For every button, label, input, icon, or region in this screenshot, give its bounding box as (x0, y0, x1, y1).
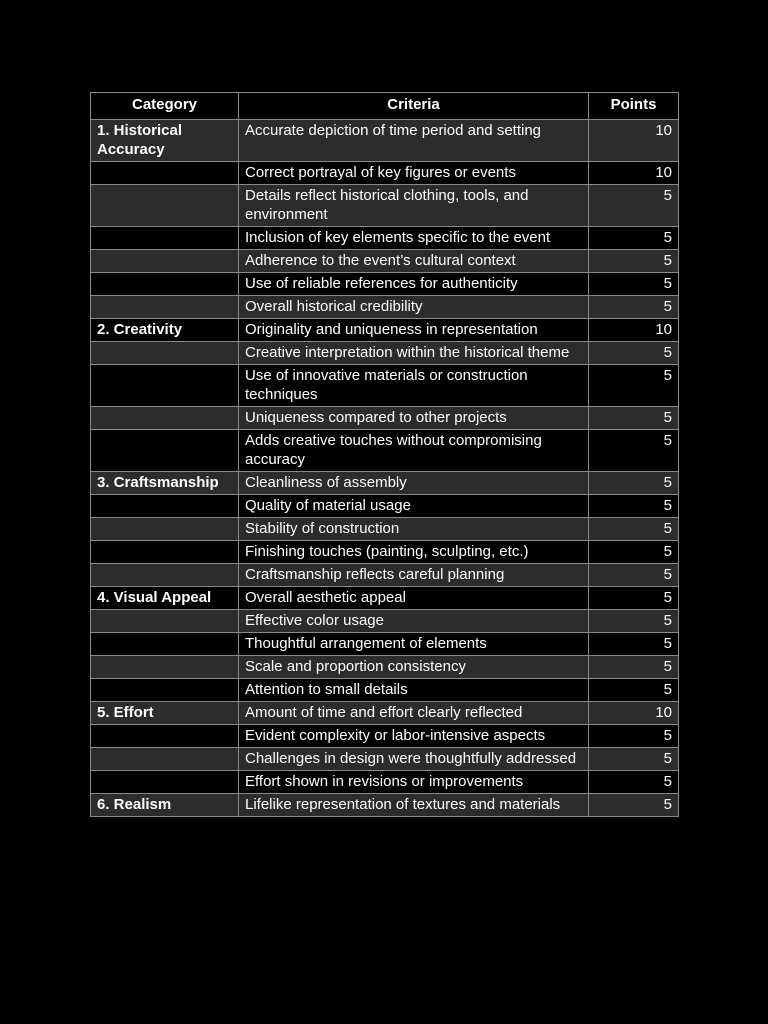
category-cell: 6. Realism (91, 794, 239, 817)
criteria-cell: Challenges in design were thoughtfully addressed (239, 748, 589, 771)
category-cell (91, 748, 239, 771)
table-body (91, 120, 679, 817)
criteria-cell: Finishing touches (painting, sculpting, etc.) (239, 541, 589, 564)
category-cell (91, 495, 239, 518)
column-header-points: Points (589, 93, 679, 120)
table-row (91, 633, 679, 656)
criteria-cell: Craftsmanship reflects careful planning (239, 564, 589, 587)
points-cell: 5 (589, 794, 679, 817)
points-cell: 5 (589, 227, 679, 250)
category-cell: 3. Craftsmanship (91, 472, 239, 495)
table-row (91, 541, 679, 564)
points-cell: 5 (589, 771, 679, 794)
criteria-cell: Thoughtful arrangement of elements (239, 633, 589, 656)
criteria-cell: Use of reliable references for authenticity (239, 273, 589, 296)
table-row (91, 771, 679, 794)
points-cell: 10 (589, 702, 679, 725)
table-row (91, 656, 679, 679)
criteria-cell: Quality of material usage (239, 495, 589, 518)
points-cell: 5 (589, 748, 679, 771)
points-cell: 10 (589, 319, 679, 342)
category-cell (91, 342, 239, 365)
table-row (91, 518, 679, 541)
category-cell (91, 518, 239, 541)
table-row (91, 610, 679, 633)
criteria-cell: Correct portrayal of key figures or events (239, 162, 589, 185)
category-cell (91, 162, 239, 185)
header-row (91, 93, 679, 120)
category-cell (91, 296, 239, 319)
criteria-cell: Effective color usage (239, 610, 589, 633)
table-row (91, 587, 679, 610)
points-cell: 5 (589, 185, 679, 227)
category-cell (91, 771, 239, 794)
points-cell: 5 (589, 495, 679, 518)
category-cell (91, 365, 239, 407)
points-cell: 10 (589, 162, 679, 185)
criteria-cell: Originality and uniqueness in representation (239, 319, 589, 342)
table-row (91, 342, 679, 365)
table-row (91, 564, 679, 587)
criteria-cell: Amount of time and effort clearly reflected (239, 702, 589, 725)
points-cell: 5 (589, 541, 679, 564)
table-row (91, 162, 679, 185)
category-cell: 5. Effort (91, 702, 239, 725)
table-row (91, 120, 679, 162)
criteria-cell: Creative interpretation within the historical theme (239, 342, 589, 365)
table-row (91, 748, 679, 771)
table-row (91, 472, 679, 495)
criteria-cell: Cleanliness of assembly (239, 472, 589, 495)
category-cell (91, 227, 239, 250)
table-row (91, 365, 679, 407)
category-cell (91, 610, 239, 633)
points-cell: 5 (589, 365, 679, 407)
points-cell: 5 (589, 587, 679, 610)
criteria-cell: Details reflect historical clothing, tools, and environment (239, 185, 589, 227)
points-cell: 5 (589, 342, 679, 365)
criteria-cell: Scale and proportion consistency (239, 656, 589, 679)
category-cell (91, 430, 239, 472)
points-cell: 5 (589, 250, 679, 273)
category-cell (91, 725, 239, 748)
table-row (91, 725, 679, 748)
table-row (91, 250, 679, 273)
points-cell: 5 (589, 430, 679, 472)
category-cell: 1. Historical Accuracy (91, 120, 239, 162)
criteria-cell: Inclusion of key elements specific to the event (239, 227, 589, 250)
points-cell: 5 (589, 296, 679, 319)
category-cell (91, 633, 239, 656)
criteria-cell: Lifelike representation of textures and materials (239, 794, 589, 817)
table-row (91, 794, 679, 817)
rubric-table (90, 92, 679, 817)
points-cell: 5 (589, 472, 679, 495)
table-row (91, 407, 679, 430)
criteria-cell: Overall aesthetic appeal (239, 587, 589, 610)
category-cell (91, 273, 239, 296)
table-row (91, 319, 679, 342)
points-cell: 10 (589, 120, 679, 162)
criteria-cell: Effort shown in revisions or improvements (239, 771, 589, 794)
column-header-category: Category (91, 93, 239, 120)
category-cell (91, 407, 239, 430)
criteria-cell: Adds creative touches without compromising accuracy (239, 430, 589, 472)
table-header (91, 93, 679, 120)
category-cell (91, 656, 239, 679)
table-row (91, 679, 679, 702)
criteria-cell: Evident complexity or labor-intensive aspects (239, 725, 589, 748)
table-row (91, 273, 679, 296)
points-cell: 5 (589, 725, 679, 748)
points-cell: 5 (589, 610, 679, 633)
table-row (91, 495, 679, 518)
category-cell: 2. Creativity (91, 319, 239, 342)
category-cell (91, 185, 239, 227)
points-cell: 5 (589, 407, 679, 430)
category-cell (91, 679, 239, 702)
criteria-cell: Stability of construction (239, 518, 589, 541)
points-cell: 5 (589, 518, 679, 541)
points-cell: 5 (589, 273, 679, 296)
criteria-cell: Overall historical credibility (239, 296, 589, 319)
criteria-cell: Adherence to the event’s cultural context (239, 250, 589, 273)
table-row (91, 702, 679, 725)
criteria-cell: Use of innovative materials or construction techniques (239, 365, 589, 407)
category-cell (91, 564, 239, 587)
table-row (91, 185, 679, 227)
points-cell: 5 (589, 679, 679, 702)
points-cell: 5 (589, 656, 679, 679)
table-row (91, 296, 679, 319)
category-cell (91, 541, 239, 564)
criteria-cell: Uniqueness compared to other projects (239, 407, 589, 430)
table-row (91, 227, 679, 250)
table-row (91, 430, 679, 472)
points-cell: 5 (589, 633, 679, 656)
category-cell: 4. Visual Appeal (91, 587, 239, 610)
points-cell: 5 (589, 564, 679, 587)
column-header-criteria: Criteria (239, 93, 589, 120)
criteria-cell: Accurate depiction of time period and setting (239, 120, 589, 162)
criteria-cell: Attention to small details (239, 679, 589, 702)
category-cell (91, 250, 239, 273)
